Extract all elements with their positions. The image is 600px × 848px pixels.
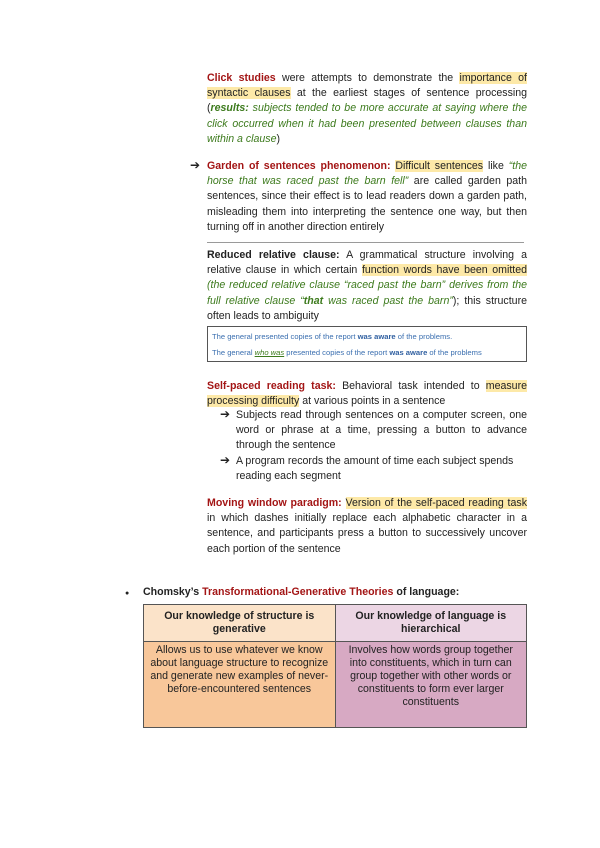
example-sentence-reduced: The general presented copies of the report was aware of the problems. <box>212 332 453 341</box>
highlight: Version of the self-paced reading task <box>345 497 527 509</box>
chomsky-table <box>143 604 527 728</box>
results-label: results: <box>210 102 249 115</box>
self-paced-term: Self-paced reading task: <box>207 380 336 392</box>
example-sentences-box <box>207 326 527 362</box>
garden-path-term: Garden of sentences phenomenon: <box>207 160 391 172</box>
highlight: Difficult sentences <box>395 160 484 172</box>
click-studies-term: Click studies <box>207 72 276 84</box>
self-paced-detail-1: Subjects read through sentences on a computer screen, one word or phrase at a time, pressing a button to advance through the sentence <box>236 409 527 452</box>
self-paced-detail-2: A program records the amount of time each subject spends reading each segment <box>236 455 514 483</box>
reduced-relative-term: Reduced relative clause: <box>207 249 340 261</box>
table-header-row <box>144 605 527 642</box>
highlight: measure processing difficulty <box>207 380 527 408</box>
table-cell-generative: Allows us to use whatever we know about language structure to recognize and generate new examples of never-before-encountered sentences <box>144 642 336 728</box>
chomsky-theory-term: Transformational-Generative Theories <box>202 586 394 598</box>
self-paced-paragraph: Self-paced reading task: Behavioral task intended to measure processing difficulty at various points in a sentence <box>207 380 527 408</box>
table-row <box>144 642 527 728</box>
divider <box>207 242 524 243</box>
moving-window-paragraph: Moving window paradigm: Version of the self-paced reading task in which dashes initially replace each alphabetic character in a sentence, and participants press a button to successively uncover each portion of the sentence <box>207 497 527 555</box>
table-header-generative: Our knowledge of structure is generative <box>144 605 336 642</box>
highlight: function words have been omitted <box>361 264 527 277</box>
example-sentence-full: The general who was presented copies of the report was aware of the problems <box>212 348 482 357</box>
arrow-bullet-icon: ➔ <box>220 407 231 421</box>
table-header-hierarchical: Our knowledge of language is hierarchical <box>335 605 527 642</box>
garden-path-paragraph: Garden of sentences phenomenon: Difficult sentences like “the horse that was raced past the barn fell” are called garden path sentences, since their effect is to lead readers down a garden path, misleading them into interpreting the sentence one way, but then turning off in another direction entirely <box>207 160 527 233</box>
table-cell-hierarchical: Involves how words group together into constituents, which in turn can group together with other words or constituents to form ever larger constituents <box>335 642 527 728</box>
moving-window-term: Moving window paradigm: <box>207 497 342 509</box>
bullet-icon: ● <box>125 590 130 597</box>
arrow-bullet-icon: ➔ <box>190 158 201 172</box>
chomsky-heading: Chomsky’s Transformational-Generative Theories of language: <box>143 586 460 598</box>
highlight: importance of syntactic clauses <box>207 72 527 100</box>
garden-path-quote: “the horse that was raced past the barn fell” <box>207 160 527 188</box>
reduced-relative-paragraph: Reduced relative clause: A grammatical structure involving a relative clause in which certain function words have been omitted (the reduced relative clause “raced past the barn” derives from the full relative clause “that was raced past the barn”); this structure often leads to ambiguity <box>207 249 527 322</box>
click-studies-paragraph: Click studies were attempts to demonstrate the importance of syntactic clauses at the earliest stages of sentence processing (results: subjects tended to be more accurate at saying where the click occurred when it had been presented between clauses than within a clause) <box>207 72 528 145</box>
arrow-bullet-icon: ➔ <box>220 453 231 467</box>
